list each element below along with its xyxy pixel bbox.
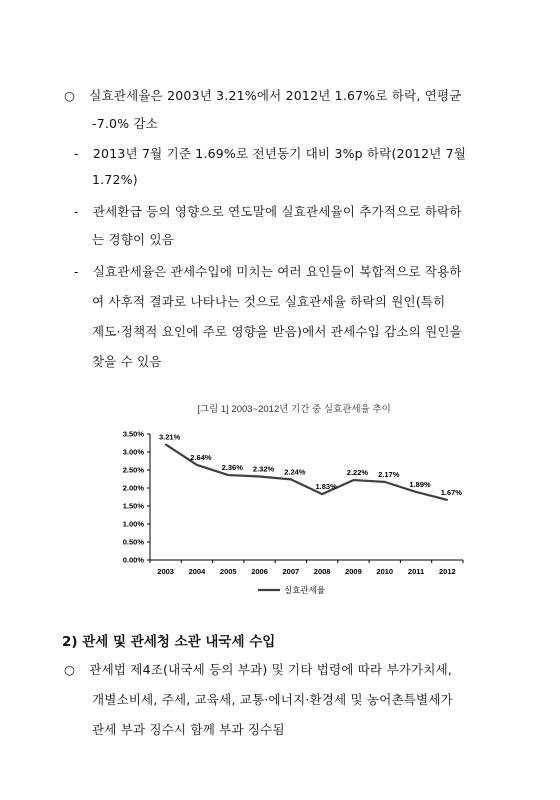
- data-label: 2.64%: [190, 452, 212, 462]
- paragraph-1: [64, 86, 462, 104]
- x-tick-label: 2006: [251, 567, 268, 576]
- data-point: [447, 499, 449, 501]
- y-tick-label: 2.00%: [122, 483, 144, 493]
- data-label: 1.67%: [440, 487, 462, 497]
- y-tick-label: 0.50%: [122, 537, 144, 547]
- paragraph-text: 실효관세율은 2003년 3.21%에서 2012년 1.67%로 하락, 연평균: [89, 88, 462, 103]
- paragraph-text-cont: 개별소비세, 주세, 교육세, 교통·에너지·환경세 및 농어촌특별세가: [92, 692, 453, 707]
- x-tick-label: 2004: [188, 567, 206, 576]
- dash-marker: -: [74, 204, 79, 219]
- dash-marker: -: [74, 264, 79, 279]
- x-tick-label: 2012: [439, 567, 456, 576]
- dash-item-text-cont: 찾을 수 있음: [92, 354, 162, 369]
- tariff-rate-line-chart: [108, 398, 480, 604]
- chart-legend: [258, 585, 326, 595]
- paragraph-text-cont: -7.0% 감소: [92, 116, 158, 131]
- y-tick-label: 1.00%: [122, 519, 144, 529]
- data-point: [290, 479, 292, 481]
- data-point: [321, 493, 323, 495]
- paragraph-text: 관세법 제4조(내국세 등의 부과) 및 기타 법령에 따라 부가가치세,: [89, 662, 453, 677]
- data-labels: [159, 432, 462, 496]
- x-tick-label: 2009: [345, 567, 362, 576]
- x-tick-label: 2008: [313, 567, 331, 576]
- data-label: 2.36%: [221, 463, 243, 473]
- data-point: [259, 476, 261, 478]
- data-label: 1.89%: [409, 479, 431, 489]
- x-tick-label: 2007: [282, 567, 300, 576]
- data-point: [415, 491, 417, 493]
- dash-item-1: [74, 144, 466, 162]
- dash-item-text-cont: 제도·정책적 요인에 주로 영향을 받음)에서 관세수입 감소의 원인을: [92, 324, 462, 339]
- data-point: [165, 444, 167, 446]
- x-axis-ticks: [150, 560, 463, 576]
- y-tick-label: 3.00%: [122, 447, 144, 457]
- data-label: 2.24%: [284, 467, 306, 477]
- legend-label: 실효관세율: [284, 585, 326, 595]
- data-label: 1.83%: [315, 482, 337, 492]
- circle-bullet-icon: ○: [64, 88, 76, 103]
- x-tick-label: 2003: [157, 567, 174, 576]
- dash-item-text: 관세환급 등의 영향으로 연도말에 실효관세율이 추가적으로 하락하: [92, 204, 462, 219]
- dash-item-text: 2013년 7월 기준 1.69%로 전년동기 대비 3%p 하락(2012년 7월: [92, 146, 467, 161]
- y-tick-label: 1.50%: [122, 501, 144, 511]
- paragraph-text-cont: 관세 부과 징수시 함께 부과 징수됨: [92, 722, 285, 737]
- y-tick-label: 2.50%: [122, 465, 144, 475]
- data-point: [196, 464, 198, 466]
- data-label: 2.32%: [252, 464, 275, 474]
- data-point: [384, 481, 386, 483]
- circle-bullet-icon: ○: [64, 662, 76, 677]
- data-label: 2.17%: [378, 469, 400, 479]
- dash-item-3: [74, 262, 462, 280]
- dash-item-text-cont: 는 경향이 있음: [92, 232, 174, 247]
- x-tick-label: 2005: [219, 567, 237, 576]
- dash-item-2: [74, 202, 462, 220]
- y-axis-ticks: [123, 430, 150, 565]
- y-tick-label: 3.50%: [122, 429, 144, 439]
- dash-item-text-cont: 1.72%): [92, 172, 138, 187]
- figure-title: [그림 1] 2003~2012년 기간 중 실효관세율 추이: [197, 404, 391, 415]
- x-tick-label: 2010: [376, 567, 394, 576]
- dash-marker: -: [74, 146, 79, 161]
- dash-item-text: 실효관세율은 관세수입에 미치는 여러 요인들이 복합적으로 작용하: [92, 264, 462, 279]
- dash-item-text-cont: 여 사후적 결과로 나타나는 것으로 실효관세율 하락의 원인(특히: [92, 294, 446, 309]
- data-point: [227, 474, 229, 476]
- data-label: 3.21%: [159, 432, 181, 442]
- x-tick-label: 2011: [407, 567, 425, 576]
- data-label: 2.22%: [346, 468, 369, 478]
- section2-paragraph: [64, 660, 452, 678]
- y-tick-label: 0.00%: [122, 555, 144, 565]
- section-heading: 2) 관세 및 관세청 소관 내국세 수입: [62, 634, 276, 650]
- data-point: [353, 479, 355, 481]
